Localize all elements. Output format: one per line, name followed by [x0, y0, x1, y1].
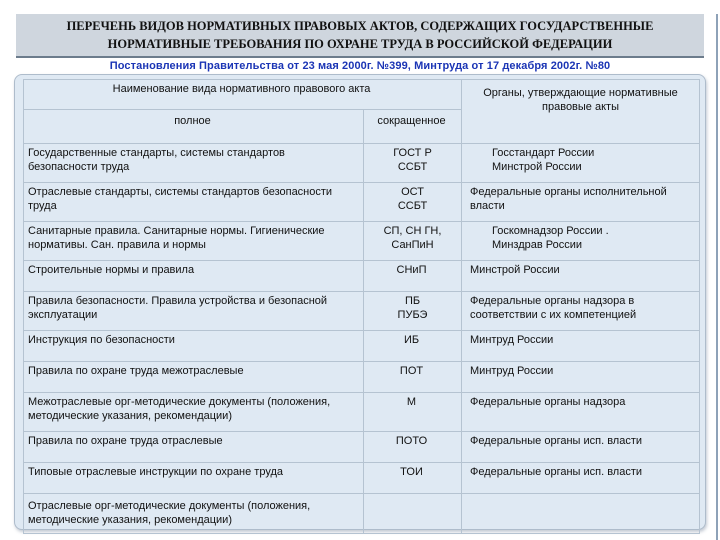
table-row	[24, 144, 700, 183]
table-row	[24, 292, 700, 331]
table-panel	[14, 74, 706, 530]
header-short: сокращенное	[364, 110, 462, 144]
cell-short: ПОТ	[364, 362, 462, 393]
cell-full: Правила безопасности. Правила устройства и безопасной эксплуатации	[24, 292, 364, 331]
cell-short: СП, СН ГН, СанПиН	[364, 222, 462, 261]
table-row	[24, 222, 700, 261]
cell-full: Государственные стандарты, системы стандартов безопасности труда	[24, 144, 364, 183]
title-line-2: НОРМАТИВНЫЕ ТРЕБОВАНИЯ ПО ОХРАНЕ ТРУДА В РОССИЙСКОЙ ФЕДЕРАЦИИ	[107, 37, 613, 51]
cell-short	[364, 494, 462, 534]
table-row	[24, 261, 700, 292]
cell-short: М	[364, 393, 462, 432]
cell-full: Строительные нормы и правила	[24, 261, 364, 292]
cell-organ: Федеральные органы надзора в соответствии с их компетенцией	[462, 292, 700, 331]
cell-organ: Минстрой России	[462, 261, 700, 292]
page-title	[16, 14, 704, 58]
header-row-1	[24, 80, 700, 110]
table-row	[24, 183, 700, 222]
cell-full: Правила по охране труда отраслевые	[24, 432, 364, 463]
cell-organ: Госкомнадзор России . Минздрав России	[462, 222, 700, 261]
table-row	[24, 331, 700, 362]
cell-organ: Федеральные органы исполнительной власти	[462, 183, 700, 222]
cell-organ: Минтруд России	[462, 331, 700, 362]
cell-short: ПБ ПУБЭ	[364, 292, 462, 331]
cell-full: Правила по охране труда межотраслевые	[24, 362, 364, 393]
cell-organ	[462, 494, 700, 534]
cell-full: Инструкция по безопасности	[24, 331, 364, 362]
right-border-bar	[716, 14, 718, 540]
table-row	[24, 463, 700, 494]
table-row	[24, 432, 700, 463]
cell-organ: Федеральные органы надзора	[462, 393, 700, 432]
header-full: полное	[24, 110, 364, 144]
table-row	[24, 362, 700, 393]
header-approving-organs: Органы, утверждающие нормативные правовые акты	[462, 80, 700, 144]
cell-short: ПОТО	[364, 432, 462, 463]
cell-full: Типовые отраслевые инструкции по охране труда	[24, 463, 364, 494]
header-act-name: Наименование вида нормативного правового акта	[24, 80, 462, 110]
cell-full: Отраслевые орг-методические документы (положения, методические указания, рекомендации)	[24, 494, 364, 534]
cell-organ: Госстандарт России Минстрой России	[462, 144, 700, 183]
cell-short: ТОИ	[364, 463, 462, 494]
title-line-1: ПЕРЕЧЕНЬ ВИДОВ НОРМАТИВНЫХ ПРАВОВЫХ АКТОВ, СОДЕРЖАЩИХ ГОСУДАРСТВЕННЫЕ	[66, 19, 654, 33]
cell-organ: Федеральные органы исп. власти	[462, 432, 700, 463]
cell-short: ГОСТ Р ССБТ	[364, 144, 462, 183]
cell-short: ОСТ ССБТ	[364, 183, 462, 222]
cell-full: Санитарные правила. Санитарные нормы. Гигиенические нормативы. Сан. правила и нормы	[24, 222, 364, 261]
subtitle: Постановления Правительства от 23 мая 2000г. №399, Минтруда от 17 декабря 2002г. №80	[109, 60, 611, 72]
acts-table	[23, 79, 700, 534]
cell-short: СНиП	[364, 261, 462, 292]
cell-full: Межотраслевые орг-методические документы (положения, методические указания, рекомендации)	[24, 393, 364, 432]
cell-full: Отраслевые стандарты, системы стандартов безопасности труда	[24, 183, 364, 222]
cell-organ: Минтруд России	[462, 362, 700, 393]
cell-organ: Федеральные органы исп. власти	[462, 463, 700, 494]
table-row	[24, 393, 700, 432]
cell-short: ИБ	[364, 331, 462, 362]
table-row	[24, 494, 700, 534]
